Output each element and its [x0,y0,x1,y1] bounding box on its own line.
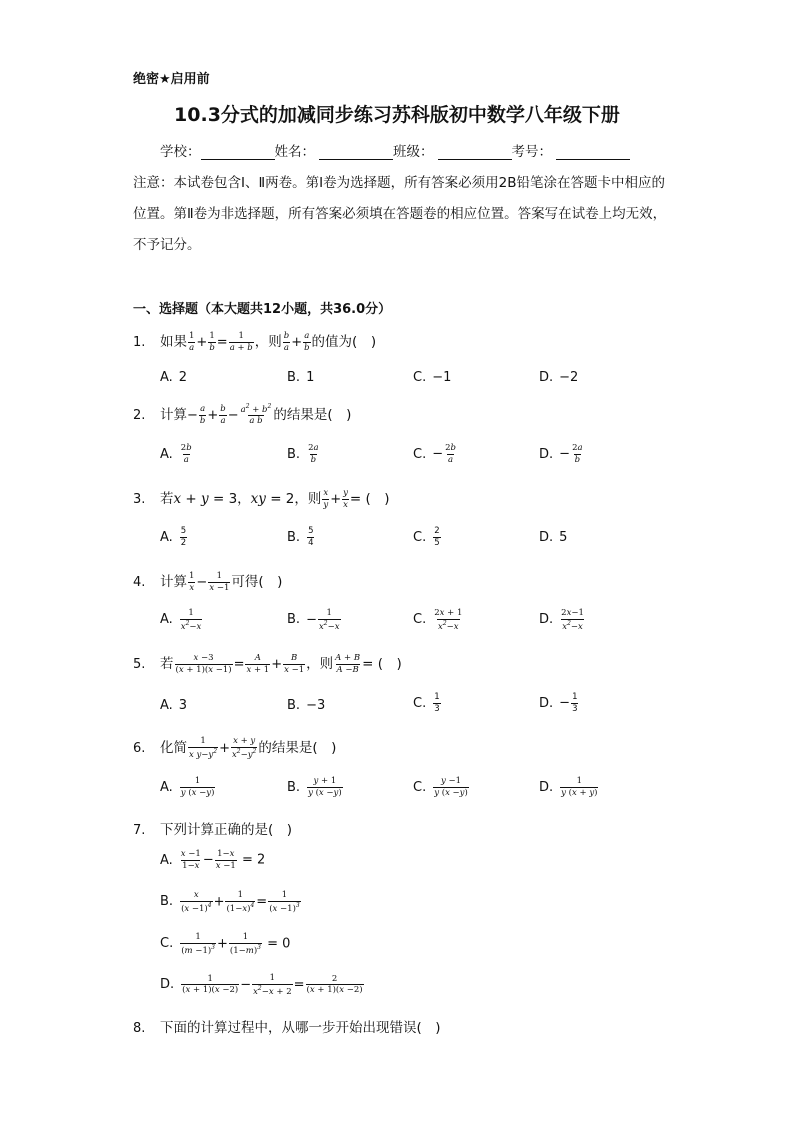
question-mid2: ，则 [294,491,322,507]
name-blank[interactable] [319,145,393,160]
question-prefix: 若 [160,656,174,672]
question-prefix: 若 [160,491,174,507]
option-a[interactable]: A. $\frac{1}{x^2-x}$ [160,608,202,632]
question-suffix: 的结果是( ) [273,407,352,423]
option-b[interactable]: B. − $\frac{1}{x^2-x}$ [287,608,340,632]
name-label: 姓名： [274,144,315,160]
question-prefix: 化简 [160,740,187,756]
option-d[interactable]: D. $\frac{1}{(x + 1)(x -2)}$ − $\frac{1}{x^2-x + 2}$ = $\frac{2}{(x + 1)(x -2)}$ [160,973,363,997]
question-suffix: 的结果是( ) [258,740,337,756]
question-number: 8. [133,1021,146,1036]
question-7 [133,818,292,838]
question-8 [133,1016,441,1036]
question-number: 6. [133,741,146,756]
option-a[interactable]: A. 2 [160,370,188,385]
question-mid: ，则 [306,656,334,672]
question-number: 4. [133,575,146,590]
option-d[interactable]: D. $\frac{2x-1}{x^2-x}$ [539,608,584,632]
question-number: 7. [133,823,146,838]
question-suffix: 的值为( ) [311,334,377,350]
option-c[interactable]: C. $\frac{y -1}{y (x -y)}$ [413,776,468,798]
option-b[interactable]: B. 1 [287,370,315,385]
option-c[interactable]: C. $\frac{1}{(m -1)^3}$ + $\frac{1}{(1-m)^3}$ = 0 [160,932,291,956]
confidential-label: 绝密★启用前 [133,72,210,87]
question-6: 6. 化简 $\frac{1}{x y-y^2}$ + $\frac{x + y}{x^2-y^2}$ 的结果是( ) [133,736,337,760]
question-mid: ， [237,491,251,507]
option-c[interactable]: C. −1 [413,370,452,385]
question-text: 下列计算正确的是( ) [160,822,293,838]
question-prefix: 计算 [160,407,187,423]
option-c[interactable]: C. $\frac{2x + 1}{x^2-x}$ [413,608,463,632]
option-b[interactable]: B. $\frac{2a}{b}$ [287,443,319,465]
class-label: 班级： [393,144,434,160]
question-text: 下面的计算过程中，从哪一步开始出现错误( ) [160,1020,441,1036]
class-blank[interactable] [438,145,512,160]
option-d[interactable]: D. 5 [539,530,568,545]
question-number: 2. [133,408,146,423]
question-5: 5. 若 $\frac{x -3}{(x + 1)(x -1)}$ = $\frac{A}{x + 1}$ + $\frac{B}{x -1}$ ，则 $\frac{A + B}{A -B}$ = ( ) [133,653,402,675]
option-c[interactable]: C. − $\frac{2b}{a}$ [413,443,456,465]
option-a[interactable]: A. $\frac{5}{2}$ [160,526,187,548]
option-a[interactable]: A. 3 [160,698,188,713]
question-mid: ，则 [254,334,282,350]
question-prefix: 如果 [160,334,187,350]
question-number: 5. [133,657,146,672]
option-a[interactable]: A. $\frac{1}{y (x -y)}$ [160,776,215,798]
question-suffix: = ( ) [349,491,390,507]
option-d[interactable]: D. −2 [539,370,579,385]
question-3: 3. 若x + y = 3，xy = 2，则 $\frac{x}{y}$ + $\frac{y}{x}$ = ( ) [133,488,390,510]
option-a[interactable]: A. $\frac{2b}{a}$ [160,443,192,465]
question-number: 1. [133,335,146,350]
exam-notice: 注意：本试卷包含Ⅰ、Ⅱ两卷。第Ⅰ卷为选择题，所有答案必须用2B铅笔涂在答题卡中相应的位置。第Ⅱ卷为非选择题，所有答案必须填在答题卷的相应位置。答案写在试卷上均无效，不予记分。 [133,175,667,253]
question-2: 2. 计算− $\frac{a}{b}$ + $\frac{b}{a}$ − $\frac{a^2 + b^2}{\text{a b}}$ 的结果是( ) [133,403,352,427]
section-heading: 一、选择题（本大题共12小题，共36.0分） [133,302,392,317]
question-number: 3. [133,492,146,507]
question-1: 1. 如果 $\frac{1}{a}$ + $\frac{1}{b}$ = $\frac{1}{a + b}$ ，则 $\frac{b}{a}$ + $\frac{a}{b}$ 的值为( ) [133,331,377,353]
school-label: 学校： [160,144,201,160]
option-c[interactable]: C. $\frac{2}{5}$ [413,526,440,548]
question-suffix: = ( ) [362,656,402,672]
page-title: 10.3分式的加减同步练习苏科版初中数学八年级下册 [174,104,620,126]
option-d[interactable]: D. − $\frac{1}{3}$ [539,692,578,714]
option-b[interactable]: B. −3 [287,698,326,713]
school-blank[interactable] [201,145,275,160]
option-b[interactable]: B. $\frac{5}{4}$ [287,526,314,548]
question-4: 4. 计算 $\frac{1}{x}$ − $\frac{1}{x -1}$ 可得( ) [133,571,283,593]
option-a[interactable]: A. $\frac{x -1}{1-x}$ − $\frac{1-x}{x -1}$ = 2 [160,849,266,871]
student-info-line [160,140,630,160]
option-b[interactable]: B. $\frac{x}{(x -1)^4}$ + $\frac{1}{(1-x)^4}$ = $\frac{1}{(x -1)^3}$ [160,890,300,914]
exam-no-blank[interactable] [556,145,630,160]
option-c[interactable]: C. $\frac{1}{3}$ [413,692,440,714]
question-prefix: 计算 [160,574,187,590]
option-d[interactable]: D. − $\frac{2a}{b}$ [539,443,583,465]
exam-no-label: 考号： [511,144,552,160]
option-b[interactable]: B. $\frac{y + 1}{y (x -y)}$ [287,776,342,798]
option-d[interactable]: D. $\frac{1}{y (x + y)}$ [539,776,598,798]
question-suffix: 可得( ) [231,574,283,590]
